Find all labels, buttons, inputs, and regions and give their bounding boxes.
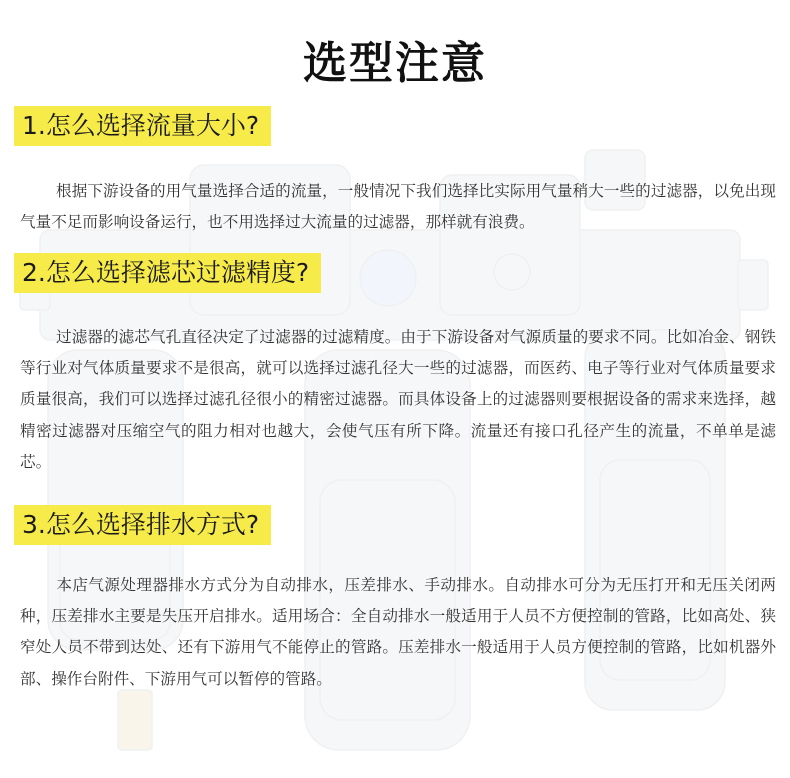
section-body-flow: 根据下游设备的用气量选择合适的流量，一般情况下我们选择比实际用气量稍大一些的过滤器，以免出现气量不足而影响设备运行，也不用选择过大流量的过滤器，那样就有浪费。 — [20, 182, 776, 232]
section-heading-drainage: 3.怎么选择排水方式? — [14, 505, 271, 545]
section-body-filter-precision: 过滤器的滤芯气孔直径决定了过滤器的过滤精度。由于下游设备对气源质量的要求不同。比如冶金、钢铁等行业对气体质量要求不是很高，就可以选择过滤孔径大一些的过滤器，而医药、电子等行业对气体质量要求质量很高，我们可以选择过滤孔径很小的精密过滤器。而具体设备上的过滤器则要根据设备的需求来选择，越精密过滤器对压缩空气的阻力相对也越大，会使气压有所下降。流量还有接口孔径产生的流量，不单单是滤芯。 — [20, 328, 776, 471]
page-title: 选型注意 — [303, 38, 487, 89]
section-heading-flow: 1.怎么选择流量大小? — [14, 106, 271, 146]
section-body-drainage: 本店气源处理器排水方式分为自动排水，压差排水、手动排水。自动排水可分为无压打开和无压关闭两种，压差排水主要是失压开启排水。适用场合：全自动排水一般适用于人员不方便控制的管路，比如高处、狭窄处人员不带到达处、还有下游用气不能停止的管路。压差排水一般适用于人员方便控制的管路，比如机器外部、操作台附件、下游用气可以暂停的管路。 — [20, 576, 776, 688]
section-heading-filter-precision: 2.怎么选择滤芯过滤精度? — [14, 253, 321, 293]
